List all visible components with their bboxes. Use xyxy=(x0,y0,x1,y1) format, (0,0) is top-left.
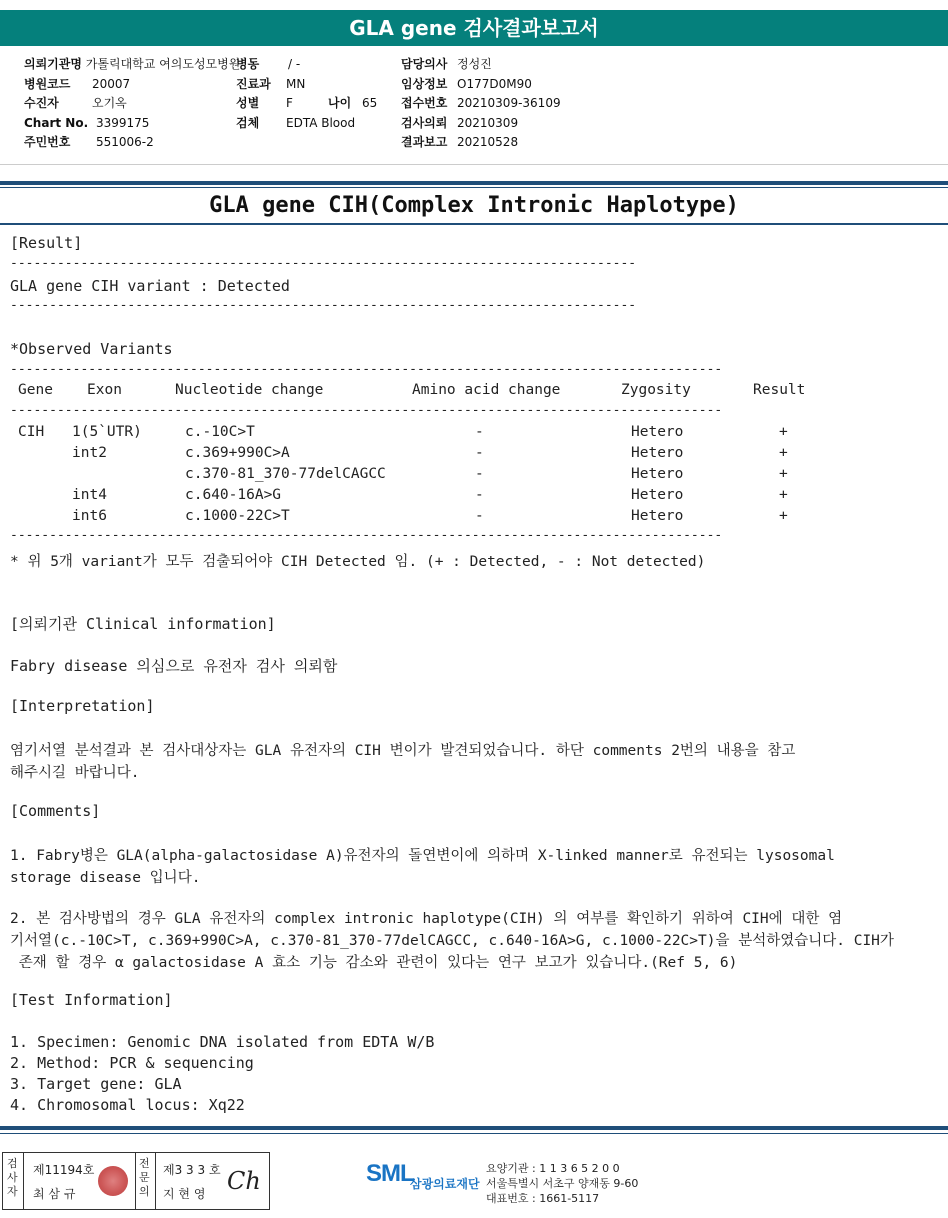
request-label: 검사의뢰 xyxy=(401,115,448,130)
signature: Ch xyxy=(227,1167,261,1195)
divider xyxy=(0,187,948,188)
table-header-zygosity: Zygosity xyxy=(621,382,691,398)
ward-label: 병동 xyxy=(236,57,260,71)
reception-value: 20210309-36109 xyxy=(457,96,561,110)
result-line: GLA gene CIH variant : Detected xyxy=(10,277,290,295)
rrn-label: 주민번호 xyxy=(24,135,71,149)
table-header-nucleotide: Nucleotide change xyxy=(175,382,324,398)
specialist-label: 전문의 xyxy=(139,1157,150,1198)
reception-label: 접수번호 xyxy=(401,96,448,110)
observed-heading: *Observed Variants xyxy=(10,340,173,358)
clinical-heading: [의뢰기관 Clinical information] xyxy=(10,615,276,633)
cell-result: + xyxy=(779,508,788,524)
signature-box xyxy=(2,1152,270,1210)
inspector-name: 최 삼 규 xyxy=(33,1187,76,1201)
divider xyxy=(0,181,948,185)
cell-zygosity: Hetero xyxy=(631,487,684,503)
cell-zygosity: Hetero xyxy=(631,445,684,461)
age-value: 65 xyxy=(362,96,378,110)
org-phone: 대표번호 : 1661-5117 xyxy=(486,1192,600,1205)
report-date-value: 20210528 xyxy=(457,135,519,149)
interpretation-heading: [Interpretation] xyxy=(10,697,155,715)
dept-value: MN xyxy=(286,76,306,91)
patient-info-col1 xyxy=(24,55,240,153)
org-info xyxy=(486,1161,638,1206)
table-header-exon: Exon xyxy=(87,382,122,398)
divider xyxy=(155,1153,156,1209)
divider xyxy=(0,223,948,225)
cell-zygosity: Hetero xyxy=(631,466,684,482)
dashed-rule: ------------------------------------------------------------------------------------------- xyxy=(10,362,723,377)
subject-label: 수진자 xyxy=(24,96,59,110)
cell-exon: int2 xyxy=(72,445,107,461)
test-info-1: 1. Specimen: Genomic DNA isolated from EDTA W/B xyxy=(10,1033,435,1051)
org-code: 요양기관 : 1 1 3 6 5 2 0 0 xyxy=(486,1162,620,1175)
clinical-info-value: O177D0M90 xyxy=(457,76,532,91)
comment-2-line-1: 2. 본 검사방법의 경우 GLA 유전자의 complex intronic haplotype(CIH) 의 여부를 확인하기 위하여 CIH에 대한 염 xyxy=(10,911,843,927)
cell-result: + xyxy=(779,487,788,503)
test-info-2: 2. Method: PCR & sequencing xyxy=(10,1054,254,1072)
sml-logo: SML xyxy=(366,1160,414,1187)
dept-label: 진료과 xyxy=(236,76,271,91)
test-info-4: 4. Chromosomal locus: Xq22 xyxy=(10,1096,245,1114)
specialist-license: 제3 3 3 호 xyxy=(163,1163,221,1177)
cell-gene: CIH xyxy=(18,424,45,440)
patient-info-col2 xyxy=(236,55,377,133)
cell-nucleotide: c.369+990C>A xyxy=(185,445,290,461)
cell-nucleotide: c.-10C>T xyxy=(185,424,255,440)
cell-amino: - xyxy=(475,424,484,440)
comment-1-line-2: storage disease 입니다. xyxy=(10,870,201,886)
report-header-title: GLA gene 검사결과보고서 xyxy=(0,10,948,46)
divider xyxy=(135,1153,136,1209)
age-label: 나이 xyxy=(328,96,352,110)
cell-result: + xyxy=(779,466,788,482)
comments-heading: [Comments] xyxy=(10,802,101,820)
dashed-rule: -------------------------------------------------------------------------------- xyxy=(10,256,637,271)
cell-nucleotide: c.1000-22C>T xyxy=(185,508,290,524)
request-value: 20210309 xyxy=(457,115,519,130)
result-heading: [Result] xyxy=(10,234,83,252)
dashed-rule: -------------------------------------------------------------------------------- xyxy=(10,298,637,313)
inspector-license: 제11194호 xyxy=(33,1163,95,1177)
specimen-value: EDTA Blood xyxy=(286,115,356,130)
clinical-text: Fabry disease 의심으로 유전자 검사 의뢰함 xyxy=(10,657,338,675)
institution-value: 가톨릭대학교 여의도성모병원 xyxy=(85,57,241,71)
specialist-name: 지 현 영 xyxy=(163,1187,206,1201)
table-header-gene: Gene xyxy=(18,382,53,398)
divider xyxy=(0,1133,948,1134)
interpretation-line-2: 해주시길 바랍니다. xyxy=(10,765,140,781)
divider xyxy=(0,164,948,165)
cell-nucleotide: c.640-16A>G xyxy=(185,487,282,503)
clinical-info-label: 임상정보 xyxy=(401,76,448,91)
test-info-heading: [Test Information] xyxy=(10,991,173,1009)
ward-value: / - xyxy=(288,57,301,71)
sex-value: F xyxy=(286,96,293,110)
report-title: GLA gene CIH(Complex Intronic Haplotype) xyxy=(209,193,739,218)
comment-1-line-1: 1. Fabry병은 GLA(alpha-galactosidase A)유전자의 돌연변이에 의하며 X-linked manner로 유전되는 lysosomal xyxy=(10,848,835,864)
doctor-value: 정성진 xyxy=(457,57,492,71)
table-header-result: Result xyxy=(753,382,806,398)
inspector-seal-icon xyxy=(98,1166,128,1196)
hospital-code-value: 20007 xyxy=(92,76,131,91)
dashed-rule: ------------------------------------------------------------------------------------------- xyxy=(10,528,723,543)
chart-no-value: 3399175 xyxy=(96,115,150,130)
org-name: 삼광의료재단 xyxy=(410,1177,480,1191)
divider xyxy=(23,1153,24,1209)
table-header-amino: Amino acid change xyxy=(412,382,561,398)
cell-nucleotide: c.370-81_370-77delCAGCC xyxy=(185,466,386,482)
divider xyxy=(0,1126,948,1130)
dashed-rule: ------------------------------------------------------------------------------------------- xyxy=(10,403,723,418)
specimen-label: 검체 xyxy=(236,115,260,130)
cell-exon: int6 xyxy=(72,508,107,524)
doctor-label: 담당의사 xyxy=(401,57,448,71)
footnote: * 위 5개 variant가 모두 검출되어야 CIH Detected 임. (+ : Detected, - : Not detected) xyxy=(10,554,706,570)
cell-amino: - xyxy=(475,466,484,482)
cell-zygosity: Hetero xyxy=(631,508,684,524)
sex-label: 성별 xyxy=(236,96,260,110)
comment-2-line-2: 기서열(c.-10C>T, c.369+990C>A, c.370-81_370-77delCAGCC, c.640-16A>G, c.1000-22C>T)을 분석하였습니다. CIH가 xyxy=(10,933,894,949)
institution-label: 의뢰기관명 xyxy=(24,57,82,71)
cell-result: + xyxy=(779,445,788,461)
cell-result: + xyxy=(779,424,788,440)
cell-zygosity: Hetero xyxy=(631,424,684,440)
report-date-label: 결과보고 xyxy=(401,135,448,149)
org-address: 서울특별시 서초구 양재동 9-60 xyxy=(486,1177,639,1190)
cell-amino: - xyxy=(475,508,484,524)
chart-no-label: Chart No. xyxy=(24,115,89,130)
hospital-code-label: 병원코드 xyxy=(24,76,71,91)
cell-exon: 1(5`UTR) xyxy=(72,424,142,440)
cell-exon: int4 xyxy=(72,487,107,503)
cell-amino: - xyxy=(475,445,484,461)
subject-value: 오기옥 xyxy=(92,96,127,110)
rrn-value: 551006-2 xyxy=(96,135,154,149)
interpretation-line-1: 염기서열 분석결과 본 검사대상자는 GLA 유전자의 CIH 변이가 발견되었습니다. 하단 comments 2번의 내용을 참고 xyxy=(10,743,796,759)
patient-info-col3 xyxy=(401,55,561,153)
inspector-label: 검사자 xyxy=(7,1157,18,1198)
test-info-3: 3. Target gene: GLA xyxy=(10,1075,182,1093)
cell-amino: - xyxy=(475,487,484,503)
comment-2-line-3: 존재 할 경우 α galactosidase A 효소 기능 감소와 관련이 있다는 연구 보고가 있습니다.(Ref 5, 6) xyxy=(10,955,738,971)
